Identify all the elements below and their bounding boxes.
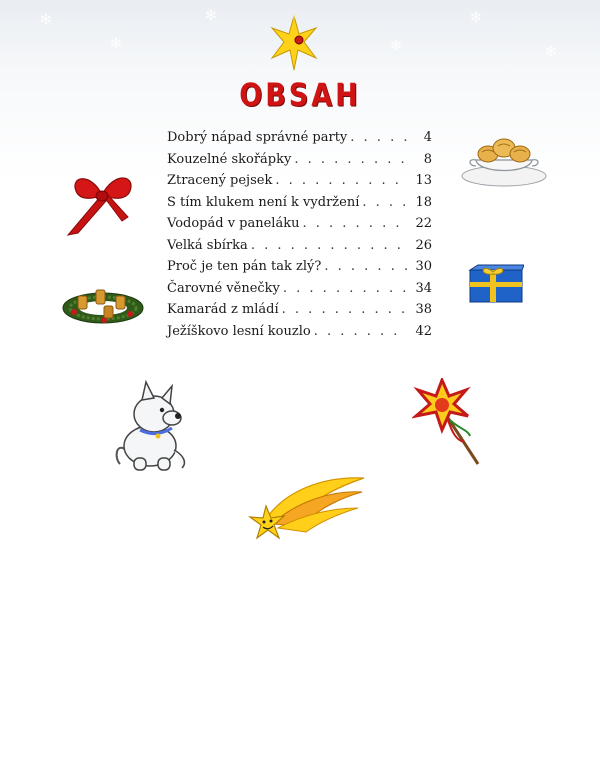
white-dog-icon [112,378,196,474]
toc-item-page: 18 [415,194,432,210]
toc-item-page: 38 [415,302,432,317]
toc-item-page: 26 [415,237,432,253]
toc-item[interactable] [167,259,432,281]
toc-item-title: Ježíškovo lesní kouzlo [167,323,311,339]
toc-item-title: S tím klukem není k vydržení [167,194,360,210]
snowflake-icon: ✻ [470,10,482,26]
toc-item[interactable] [167,195,432,217]
toc-item[interactable] [167,173,432,195]
toc-item[interactable] [167,130,432,152]
snowflake-icon: ✻ [205,8,217,24]
toc-item-title: Dobrý nápad správné party [167,130,348,145]
toc-leader-dots [302,216,407,231]
toc-item-page: 42 [415,323,432,339]
toc-leader-dots [283,281,407,296]
toc-item-title: Ztracený pejsek [167,173,273,188]
snowflake-icon: ✻ [110,36,122,52]
toc-item-page: 4 [423,130,432,145]
toc-item[interactable] [167,324,432,346]
toc-item-page: 13 [415,173,432,188]
red-bow-icon [62,165,142,240]
toc-item-page: 34 [415,280,432,296]
toc-item-title: Kouzelné skořápky [167,151,292,167]
toc-item-title: Vodopád v paneláku [167,216,300,231]
snowflake-icon: ✻ [40,12,52,28]
toc-item-title: Velká sbírka [167,237,248,253]
toc-item[interactable] [167,238,432,260]
toc-leader-dots [350,130,407,145]
cookie-dish-icon [460,130,548,188]
toc-leader-dots [275,173,407,188]
toc-leader-dots [294,152,407,167]
toc-leader-dots [251,238,407,253]
table-of-contents [167,130,432,345]
toc-item[interactable] [167,216,432,238]
star-icon [268,14,320,72]
snowflake-icon: ✻ [545,44,557,60]
shooting-star-icon [244,470,368,554]
toc-leader-dots [324,259,407,274]
toc-item-page: 22 [415,216,432,231]
toc-item[interactable] [167,281,432,303]
advent-wreath-icon [60,280,146,326]
toc-item-title: Kamarád z mládí [167,302,279,317]
snowflake-icon: ✻ [390,38,402,54]
toc-item[interactable] [167,152,432,174]
toc-item-page: 8 [423,151,432,167]
toc-leader-dots [314,324,407,339]
gift-box-icon [468,264,524,304]
toc-item[interactable] [167,302,432,324]
toc-leader-dots [362,195,407,210]
toc-item-page: 30 [415,259,432,274]
toc-item-title: Proč je ten pán tak zlý? [167,259,322,274]
page-title: OBSAH [239,77,361,114]
star-wand-icon [412,378,486,468]
toc-leader-dots [282,302,407,317]
toc-item-title: Čarovné věnečky [167,280,280,296]
